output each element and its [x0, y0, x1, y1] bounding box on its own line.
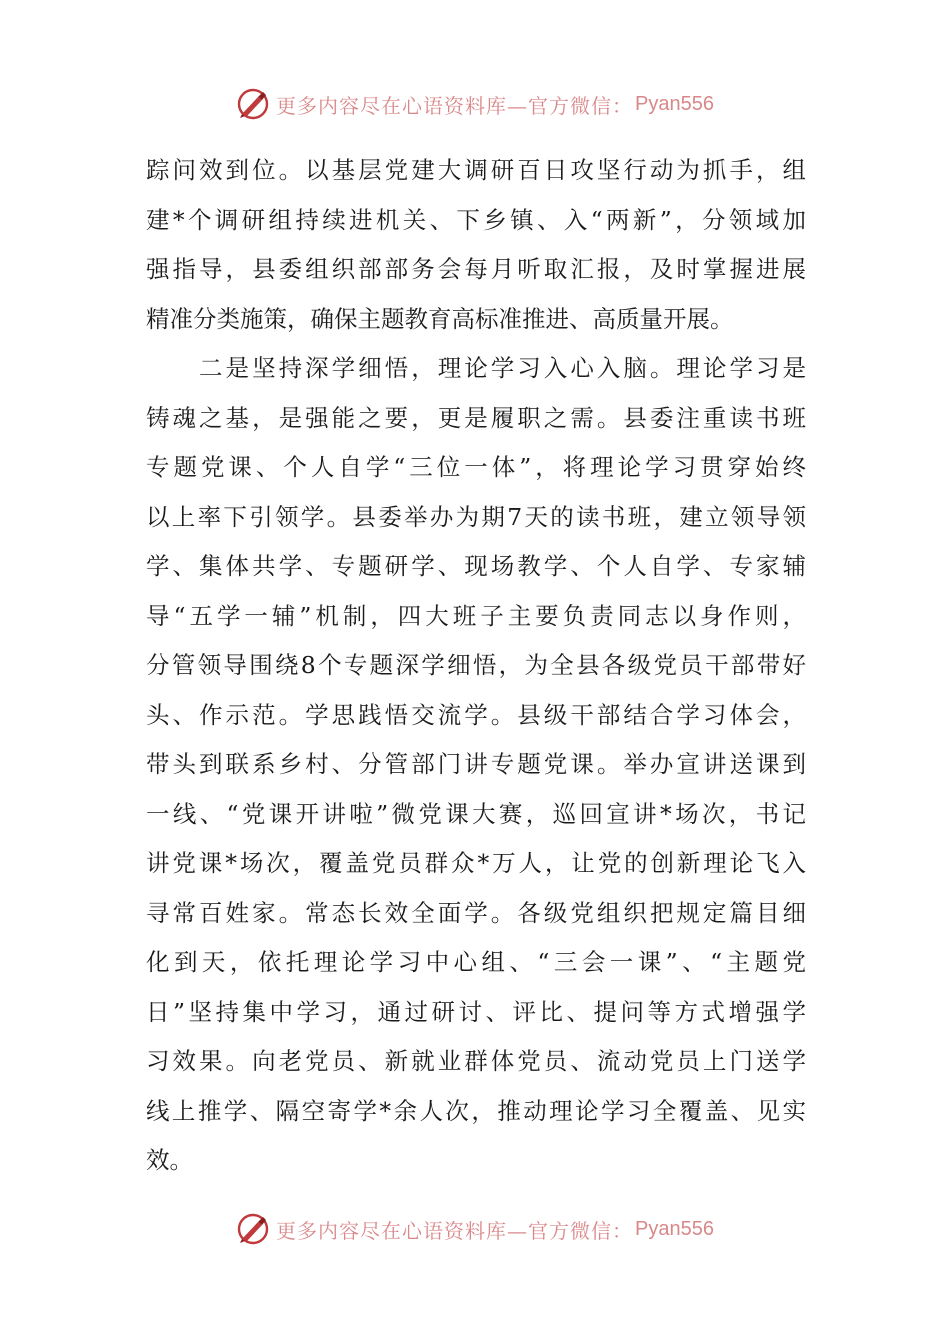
document-body [146, 146, 806, 1186]
text-line: 分管领导围绕8个专题深学细悟，为全县各级党员干部带好 [146, 651, 806, 679]
text-line: 日”坚持集中学习，通过研讨、评比、提问等方式增强学 [146, 997, 806, 1026]
watermark-text: 更多内容尽在心语资料库—官方微信： [276, 93, 634, 118]
watermark-handle: Pyan556 [635, 92, 714, 115]
watermark-footer [0, 1209, 950, 1249]
text-line: 化到天，依托理论学习中心组、“三会一课”、“主题党 [146, 948, 806, 976]
pen-logo-icon [236, 87, 270, 121]
text-line: 讲党课*场次，覆盖党员群众*万人，让党的创新理论飞入 [146, 849, 806, 877]
text-line: 导“五学一辅”机制，四大班子主要负责同志以身作则， [146, 601, 806, 630]
text-line: 二是坚持深学细悟，理论学习入心入脑。理论学习是 [146, 354, 806, 382]
watermark-handle: Pyan556 [635, 1217, 714, 1240]
text-line: 专题党课、个人自学“三位一体”，将理论学习贯穿始终 [146, 453, 806, 481]
text-line: 寻常百姓家。常态长效全面学。各级党组织把规定篇目细 [146, 898, 806, 927]
text-line: 强指导，县委组织部部务会每月听取汇报，及时掌握进展 [146, 255, 806, 283]
text-line: 头、作示范。学思践悟交流学。县级干部结合学习体会， [146, 700, 806, 729]
text-line: 建*个调研组持续进机关、下乡镇、入“两新”，分领域加 [146, 205, 806, 234]
text-line: 学、集体共学、专题研学、现场教学、个人自学、专家辅 [146, 552, 806, 580]
text-line: 铸魂之基，是强能之要，更是履职之需。县委注重读书班 [146, 403, 806, 432]
text-line: 带头到联系乡村、分管部门讲专题党课。举办宣讲送课到 [146, 750, 806, 778]
watermark-text: 更多内容尽在心语资料库—官方微信： [276, 1218, 634, 1243]
text-line: 精准分类施策，确保主题教育高标准推进、高质量开展。 [146, 304, 734, 333]
watermark-header [0, 84, 950, 124]
text-line: 效。 [146, 1146, 193, 1174]
text-line: 线上推学、隔空寄学*余人次，推动理论学习全覆盖、见实 [146, 1096, 806, 1125]
text-line: 习效果。向老党员、新就业群体党员、流动党员上门送学 [146, 1047, 806, 1075]
pen-logo-icon [236, 1212, 270, 1246]
text-line: 一线、“党课开讲啦”微党课大赛，巡回宣讲*场次，书记 [146, 799, 806, 828]
text-line: 踪问效到位。以基层党建大调研百日攻坚行动为抓手，组 [146, 156, 806, 184]
text-line: 以上率下引领学。县委举办为期7天的读书班，建立领导领 [146, 502, 806, 531]
